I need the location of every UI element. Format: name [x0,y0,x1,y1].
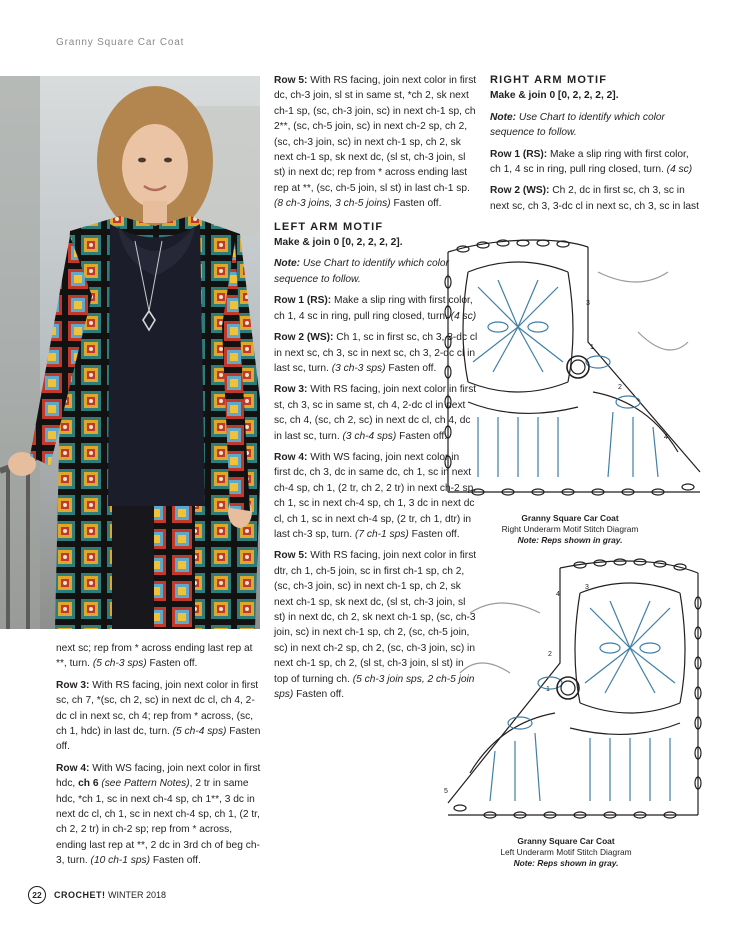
right-column [490,73,700,220]
left-paragraph-1: next sc; rep from * across ending last rep at **, turn. (5 ch-3 sps) Fasten off. [56,643,253,670]
left-column [56,641,262,875]
right-arm-row1: Row 1 (RS): Make a slip ring with first color, ch 1, 4 sc in ring, pull ring closed, turn. (4 sc) [490,148,693,176]
left-arm-row2: Row 2 (WS): Ch 1, sc in first sc, ch 3, 3-dc cl in next sc, ch 3, sc in next sc, ch 3, 2-dc cl in last sc, turn. (3 ch-3 sps) Fasten off. [274,332,478,374]
right-underarm-stitch-diagram [438,232,706,504]
chart2-label-3: 3 [585,584,589,591]
magazine-name: CROCHET! [54,890,106,900]
chart2-label-1: 1 [546,686,550,693]
chart2-caption-line: Left Underarm Motif Stitch Diagram [500,847,632,857]
left-arm-row4: Row 4: With WS facing, join next color in first dc, ch 3, dc in same dc, ch 1, sc in next ch-4 sp, ch 1, (2 tr, ch 2, 2 tr) in next ch-2 sp, ch 1, sc in next ch-4 sp, ch 1, 3 dc in next dc cl, ch 1, sc in next ch-4 sp, (2 tr, ch 1, dtr) in last ch-3 sp, turn. (7 ch-1 sps) Fasten off. [274,451,477,540]
left-arm-note: Note: Use Chart to identify which color sequence to follow. [274,258,449,285]
chart2-caption-title: Granny Square Car Coat [517,836,615,846]
right-arm-motif-title: RIGHT ARM MOTIF [490,74,608,86]
mid-row5-top: Row 5: With RS facing, join next color in first dc, ch-3 join, sl st in same st, *ch 2, sk next ch-1 sp, (sc, ch-3 join, sc) in next ch-1 sp, ch 2**, (sc, ch-5 join, sc) in next ch-2 sp, ch 2, (sc, ch-3 join, sc) in next ch-1 sp, ch 2, sk next ch-1 sp, sk next dc, (sl st, ch-3 join, sl st) in next dc; rep from * across ending last rep at **, (sc, ch-5 join, sl st) in last ch-1 sp. (8 ch-3 joins, 3 ch-5 joins) Fasten off. [274,75,477,210]
chart2-label-2: 2 [548,651,552,658]
chart1-label-2: 2 [618,384,622,391]
page-number: 22 [28,886,46,904]
photo-illustration [0,76,260,629]
right-arm-note: Note: Use Chart to identify which color sequence to follow. [490,111,665,139]
magazine-issue [54,890,166,900]
running-head: Granny Square Car Coat [56,37,185,48]
folio [28,886,166,904]
issue-date: WINTER 2018 [108,890,167,900]
chart1-label-3: 3 [586,300,590,307]
left-arm-motif-sub: Make & join 0 [0, 2, 2, 2, 2]. [274,237,403,249]
model-photo [0,76,260,629]
left-paragraph-row4: Row 4: With WS facing, join next color in first hdc, ch 6 (see Pattern Notes), 2 tr in same hdc, *ch 1, sc in next ch-4 sp, ch 1**, 3 dc in next dc cl, ch 1, sc in next ch-4 sp, ch 1, (2 tr, ch 2, 2 tr) in ch-2 sp; rep from * across, ending last rep at **, 2 dc in 3rd ch of beg ch-3, turn. (10 ch-1 sps) Fasten off. [56,762,261,867]
chart1-caption [470,513,670,546]
left-arm-row5: Row 5: With RS facing, join next color in first dtr, ch 1, ch-5 join, sc in first ch-1 sp, ch 2, (sc, ch-3 join, sc) in next ch-1 sp, ch 2, sk next ch-1 sp, sk next dc, (sl st, ch-3 join, sl st) in next dc, ch 2, sk next ch-1 sp, (sc, ch-3 join, sc) in next ch-1 sp, ch 2, (sc, ch-5 join, sc) in next ch-2 sp, ch 2, (sc, ch-3 join, sc) in next ch-1 sp, ch 2, (sl st, ch-3 join, sl st) in top of turning ch. (5 ch-3 join sps, 2 ch-5 join sps) Fasten off. [274,550,477,701]
right-arm-row2: Row 2 (WS): Ch 2, dc in first sc, ch 3, sc in next sc, ch 3, 3-dc cl in next sc, ch 3, sc in last [490,185,699,212]
left-arm-motif-title: LEFT ARM MOTIF [274,220,384,233]
left-arm-row3: Row 3: With RS facing, join next color in first st, ch 3, sc in same st, ch 4, 2-dc cl in next sc, ch 4, (sc, ch 2, sc) in next dc cl, ch 4, dc in last sc, turn. (3 ch-4 sps) Fasten off. [274,384,477,442]
chart2-caption [466,836,666,869]
chart1-caption-note: Note: Reps shown in gray. [517,535,623,545]
chart2-label-4: 4 [556,591,560,598]
left-underarm-stitch-diagram [440,553,710,829]
left-arm-row1: Row 1 (RS): Make a slip ring with first color, ch 1, 4 sc in ring, pull ring closed, turn. (4 sc) [274,295,477,322]
left-paragraph-row3: Row 3: With RS facing, join next color in first sc, ch 7, *(sc, ch 2, sc) in next dc cl, ch 4, 2-dc cl in next sc, ch 4; rep from * across, (sc, ch 1, hdc) in last dc, turn. (5 ch-4 sps) Fasten off. [56,679,261,753]
chart1-caption-line: Right Underarm Motif Stitch Diagram [501,524,639,534]
chart2-label-5: 5 [444,788,448,795]
right-arm-motif-sub: Make & join 0 [0, 2, 2, 2, 2]. [490,90,619,102]
chart2-caption-note: Note: Reps shown in gray. [513,858,619,868]
chart1-label-4: 4 [664,434,668,441]
chart1-label-1: 1 [590,344,594,351]
chart1-caption-title: Granny Square Car Coat [521,513,619,523]
